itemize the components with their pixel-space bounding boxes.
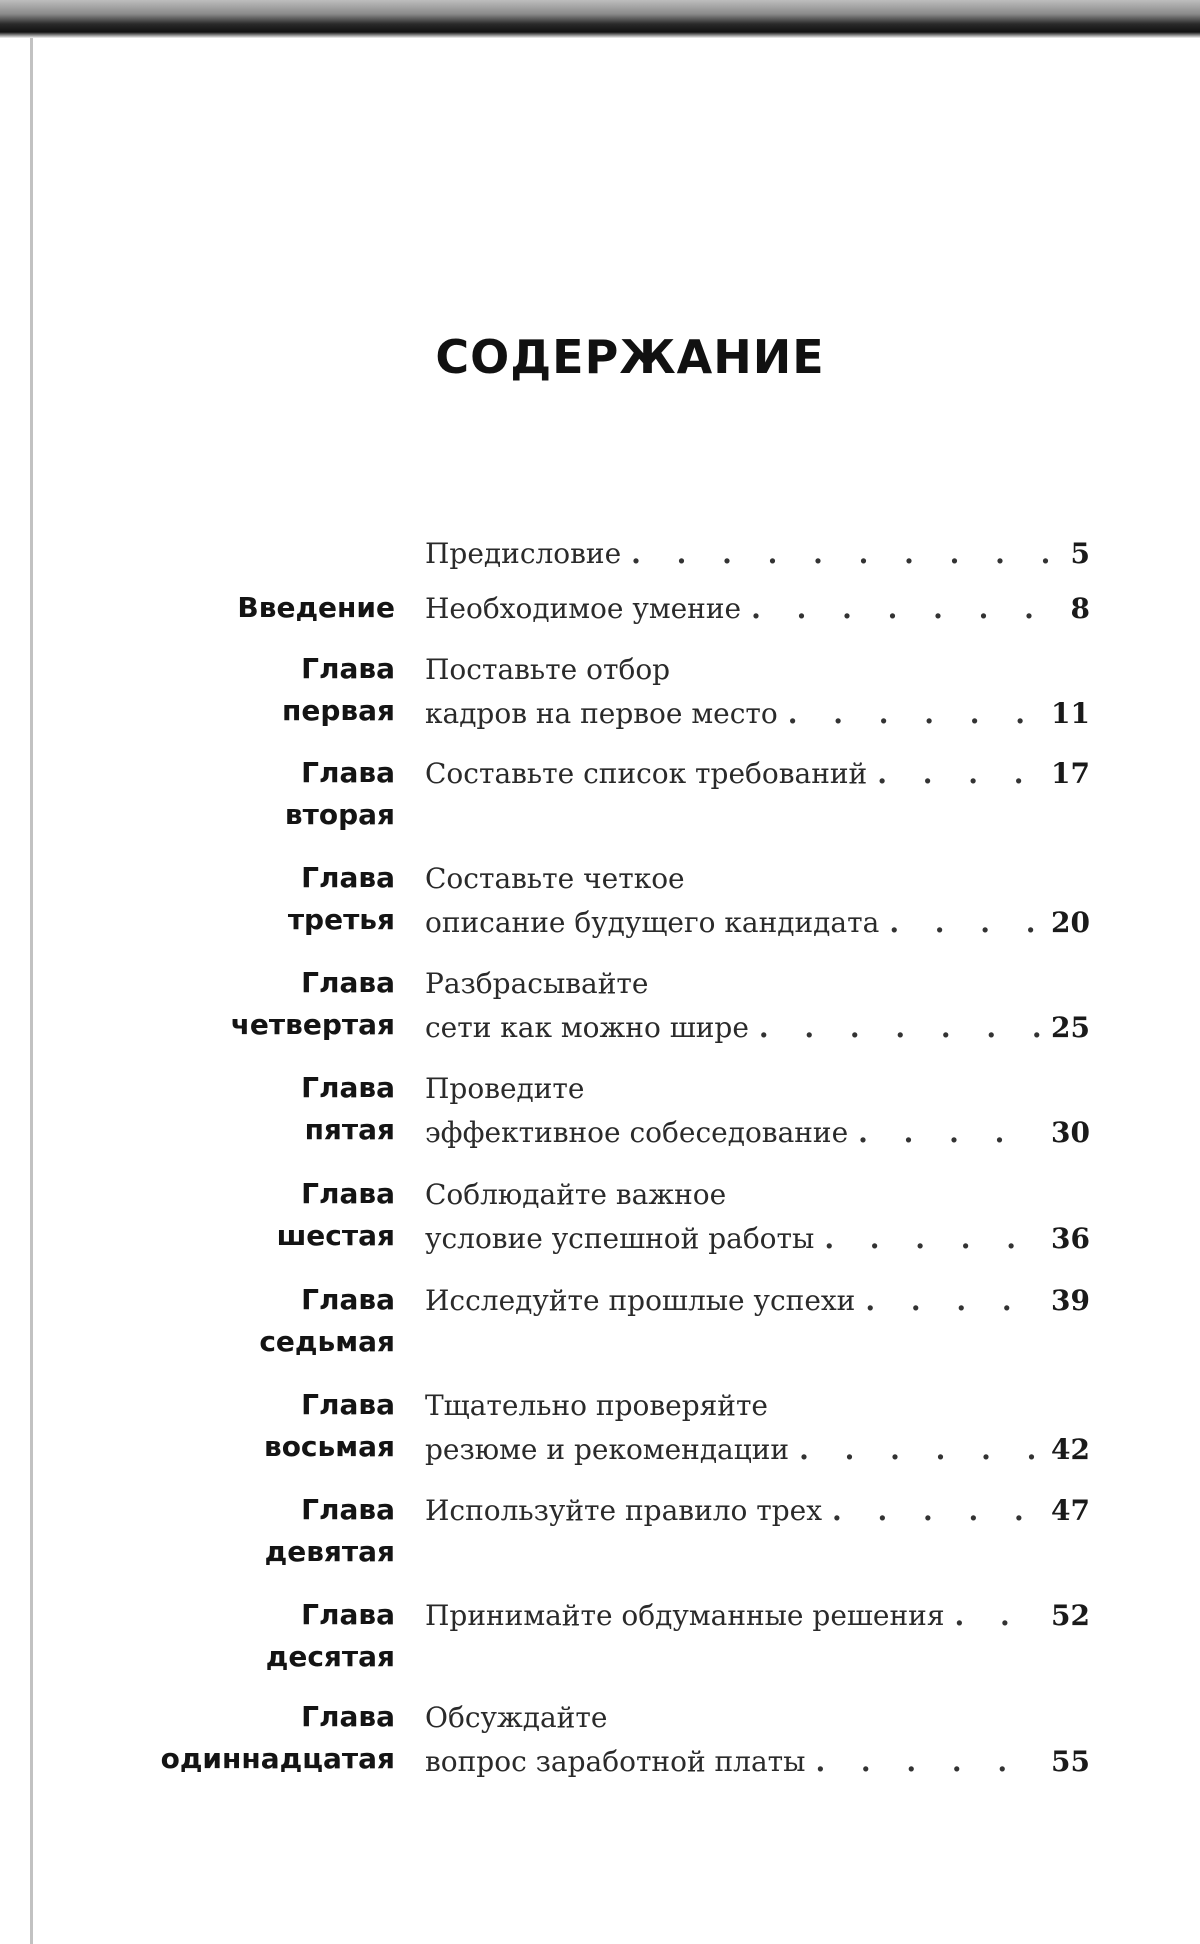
chapter-title	[425, 1173, 1090, 1261]
chapter-title-line	[425, 1279, 1090, 1323]
chapter-title-text: Составьте список требований	[425, 757, 868, 790]
page-number: 25	[1051, 1011, 1090, 1044]
chapter-title	[425, 1067, 1090, 1155]
chapter-title-line	[425, 857, 1090, 901]
chapter-label-ordinal: шестая	[276, 1219, 395, 1252]
chapter-title-text: Соблюдайте важное	[425, 1178, 727, 1211]
page-number: 17	[1051, 757, 1090, 790]
chapter-title-text: вопрос заработной платы	[425, 1745, 806, 1778]
page-number: 30	[1051, 1116, 1090, 1149]
page-number: 39	[1051, 1284, 1090, 1317]
chapter-label	[95, 1489, 395, 1573]
chapter-title-text: Обсуждайте	[425, 1701, 608, 1734]
chapter-title-text: Предисловие	[425, 537, 622, 570]
chapter-label-word: Глава	[301, 1177, 395, 1210]
chapter-label-ordinal: пятая	[304, 1113, 395, 1146]
chapter-title-text: кадров на первое место	[425, 697, 778, 730]
chapter-title-text: Разбрасывайте	[425, 967, 649, 1000]
chapter-title	[425, 1279, 1090, 1323]
chapter-title	[425, 752, 1090, 796]
dot-leader	[865, 1279, 1041, 1323]
chapter-label-ordinal: четвертая	[230, 1008, 395, 1041]
chapter-title-line	[425, 1173, 1090, 1217]
chapter-title	[425, 532, 1090, 576]
chapter-label	[95, 648, 395, 732]
chapter-label	[95, 857, 395, 941]
chapter-title-line	[425, 1111, 1090, 1155]
chapter-label	[95, 1594, 395, 1678]
page-number: 5	[1070, 537, 1090, 570]
chapter-title-line	[425, 1594, 1090, 1638]
chapter-label	[95, 587, 395, 629]
chapter-label-ordinal: одиннадцатая	[160, 1742, 395, 1775]
chapter-label-word: Глава	[301, 1388, 395, 1421]
dot-leader	[824, 1217, 1041, 1261]
chapter-title	[425, 1489, 1090, 1533]
chapter-title-line	[425, 1067, 1090, 1111]
dot-leader	[799, 1428, 1041, 1472]
chapter-title-line	[425, 587, 1090, 631]
dot-leader	[955, 1594, 1042, 1638]
chapter-title	[425, 1696, 1090, 1784]
chapter-title	[425, 648, 1090, 736]
chapter-title	[425, 1384, 1090, 1472]
chapter-title-line	[425, 1489, 1090, 1533]
dot-leader	[631, 532, 1060, 576]
chapter-title-text: Поставьте отбор	[425, 653, 671, 686]
dot-leader	[815, 1740, 1041, 1784]
chapter-label	[95, 1696, 395, 1780]
chapter-label-ordinal: восьмая	[263, 1430, 395, 1463]
chapter-title-text: Составьте четкое	[425, 862, 685, 895]
chapter-label	[95, 1384, 395, 1468]
page-number: 52	[1051, 1599, 1090, 1632]
chapter-label-ordinal: девятая	[264, 1535, 395, 1568]
chapter-title-text: описание будущего кандидата	[425, 906, 880, 939]
chapter-title-text: сети как можно шире	[425, 1011, 749, 1044]
chapter-title	[425, 587, 1090, 631]
chapter-label-word: Глава	[301, 756, 395, 789]
chapter-title-line	[425, 1428, 1090, 1472]
chapter-title-text: эффективное собеседование	[425, 1116, 849, 1149]
chapter-label	[95, 962, 395, 1046]
chapter-label-ordinal: вторая	[284, 798, 395, 831]
dot-leader	[877, 752, 1041, 796]
page-number: 8	[1070, 592, 1090, 625]
chapter-title-line	[425, 692, 1090, 736]
dot-leader	[788, 692, 1041, 736]
chapter-label-ordinal: первая	[282, 694, 395, 727]
chapter-label-word: Глава	[301, 1700, 395, 1733]
chapter-label-ordinal: десятая	[265, 1640, 395, 1673]
chapter-title-line	[425, 1217, 1090, 1261]
chapter-label	[95, 752, 395, 836]
dot-leader	[889, 901, 1041, 945]
chapter-title-text: Используйте правило трех	[425, 1494, 823, 1527]
chapter-label-ordinal: седьмая	[259, 1325, 395, 1358]
dot-leader	[832, 1489, 1041, 1533]
chapter-title-line	[425, 1006, 1090, 1050]
chapter-title-line	[425, 752, 1090, 796]
page-title: СОДЕРЖАНИЕ	[435, 330, 825, 384]
page-number: 20	[1051, 906, 1090, 939]
chapter-label-word: Глава	[301, 1071, 395, 1104]
chapter-title	[425, 857, 1090, 945]
chapter-label-word: Введение	[237, 591, 395, 624]
page-number: 36	[1051, 1222, 1090, 1255]
chapter-title-line	[425, 1740, 1090, 1784]
dot-leader	[751, 587, 1060, 631]
chapter-label-ordinal: третья	[287, 903, 395, 936]
chapter-label-word: Глава	[301, 1598, 395, 1631]
chapter-title-text: Тщательно проверяйте	[425, 1389, 768, 1422]
chapter-title-text: условие успешной работы	[425, 1222, 815, 1255]
chapter-label	[95, 1279, 395, 1363]
chapter-title-line	[425, 532, 1090, 576]
chapter-label-word: Глава	[301, 1493, 395, 1526]
chapter-label	[95, 1067, 395, 1151]
chapter-title-line	[425, 1384, 1090, 1428]
page-number: 42	[1051, 1433, 1090, 1466]
dot-leader	[759, 1006, 1041, 1050]
dot-leader	[858, 1111, 1041, 1155]
chapter-title-text: резюме и рекомендации	[425, 1433, 790, 1466]
chapter-label-word: Глава	[301, 966, 395, 999]
chapter-title-text: Принимайте обдуманные решения	[425, 1599, 945, 1632]
chapter-title	[425, 962, 1090, 1050]
chapter-label-word: Глава	[301, 861, 395, 894]
chapter-title-line	[425, 901, 1090, 945]
page-number: 47	[1051, 1494, 1090, 1527]
chapter-title-text: Проведите	[425, 1072, 585, 1105]
page-number: 11	[1051, 697, 1090, 730]
chapter-title-line	[425, 962, 1090, 1006]
chapter-title-text: Исследуйте прошлые успехи	[425, 1284, 856, 1317]
page-number: 55	[1051, 1745, 1090, 1778]
chapter-title	[425, 1594, 1090, 1638]
chapter-title-text: Необходимое умение	[425, 592, 742, 625]
chapter-title-line	[425, 1696, 1090, 1740]
chapter-title-line	[425, 648, 1090, 692]
chapter-label-word: Глава	[301, 652, 395, 685]
chapter-label-word: Глава	[301, 1283, 395, 1316]
chapter-label	[95, 1173, 395, 1257]
